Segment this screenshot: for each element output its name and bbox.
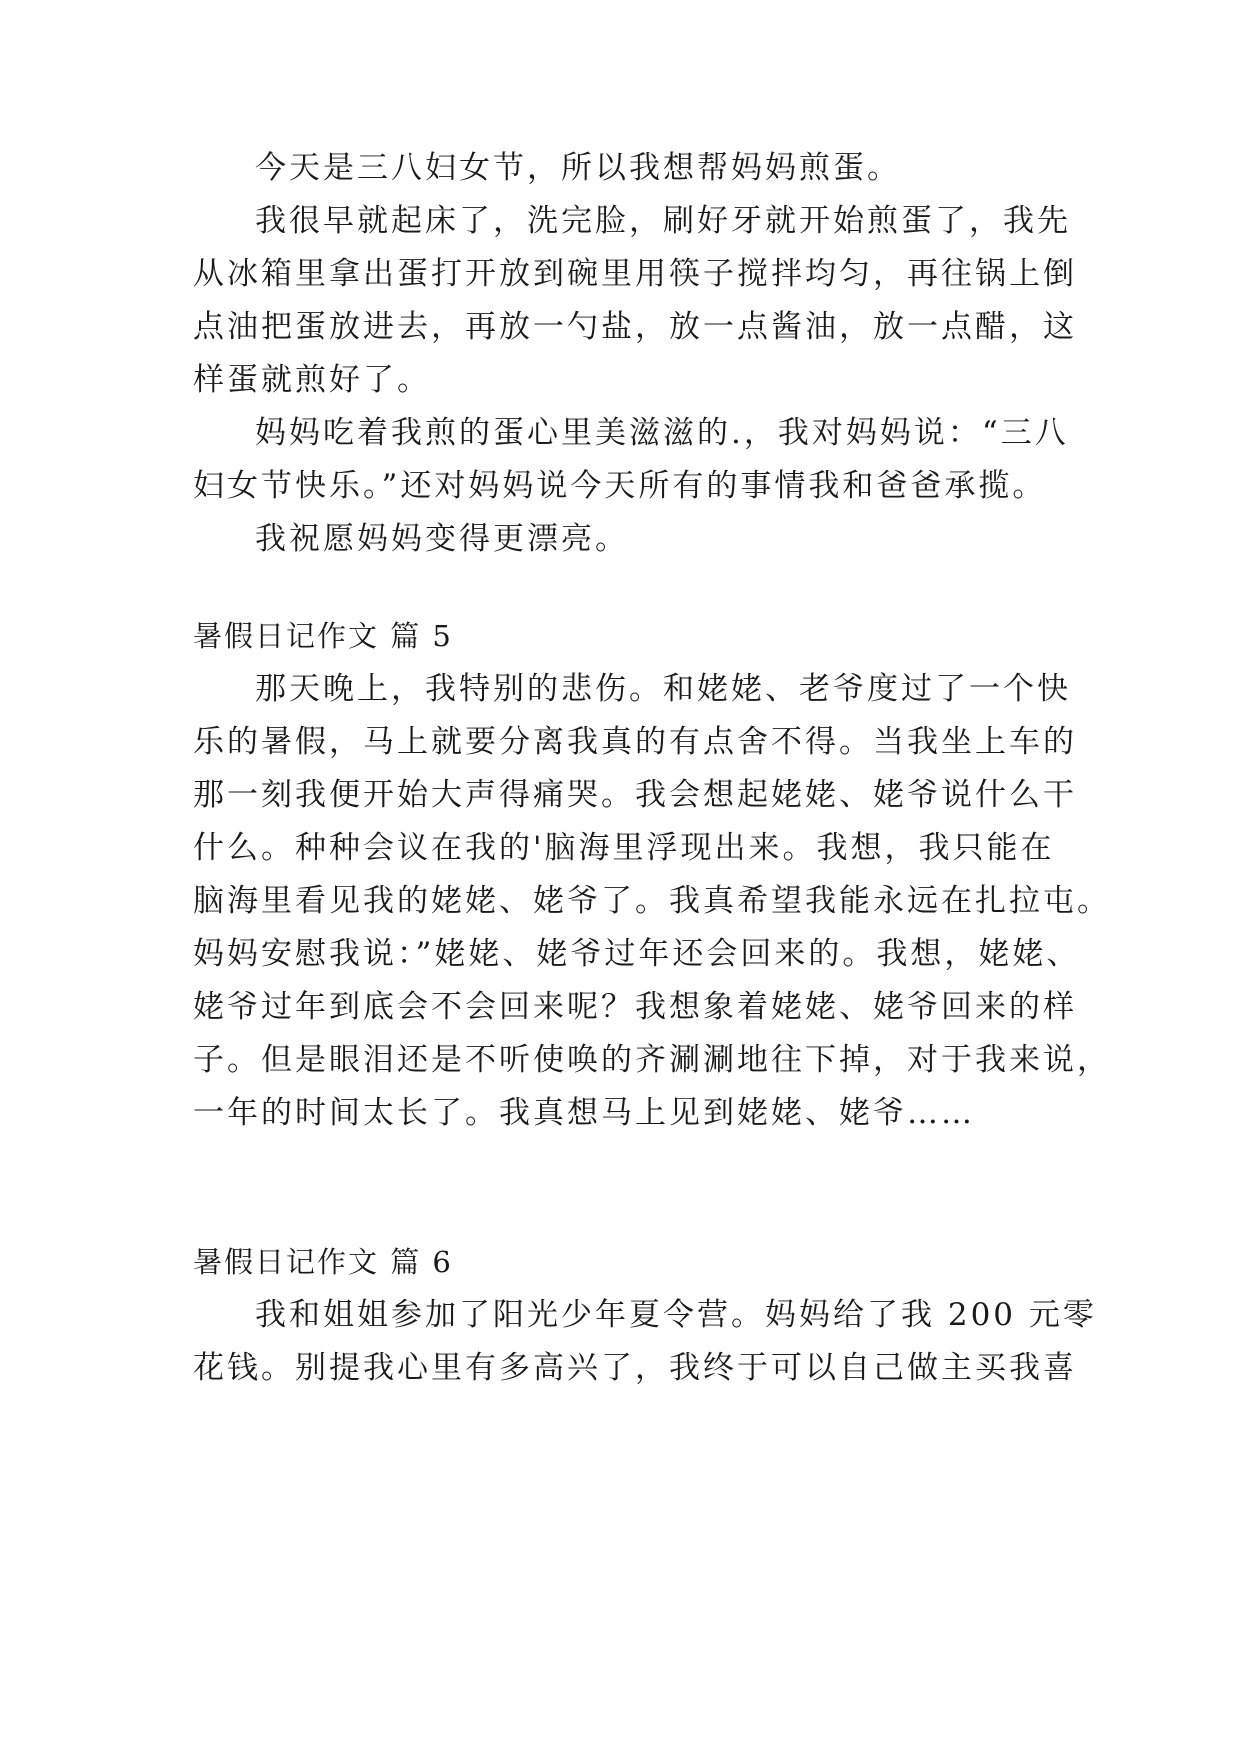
paragraph-line: 子。但是眼泪还是不听使唤的齐涮涮地往下掉，对于我来说， [193,1042,1111,1078]
paragraph-line: 样蛋就煎好了。 [193,362,431,398]
paragraph-line: 从冰箱里拿出蛋打开放到碗里用筷子搅拌均匀，再往锅上倒 [193,256,1077,292]
paragraph-line: 我很早就起床了，洗完脸，刷好牙就开始煎蛋了，我先 [255,203,1071,239]
paragraph-line: 姥爷过年到底会不会回来呢？我想象着姥姥、姥爷回来的样 [193,989,1077,1025]
paragraph-line: 那天晚上，我特别的悲伤。和姥姥、老爷度过了一个快 [255,671,1071,707]
paragraph-line: 脑海里看见我的姥姥、姥爷了。我真希望我能永远在扎拉屯。 [193,883,1111,919]
paragraph-line: 一年的时间太长了。我真想马上见到姥姥、姥爷…… [193,1095,975,1131]
paragraph-line: 妇女节快乐。”还对妈妈说今天所有的事情我和爸爸承揽。 [193,468,1047,504]
paragraph-line: 点油把蛋放进去，再放一勺盐，放一点酱油，放一点醋，这 [193,309,1077,345]
section-heading: 暑假日记作文 篇 6 [193,1245,453,1279]
paragraph-line: 什么。种种会议在我的'脑海里浮现出来。我想，我只能在 [193,830,1055,866]
paragraph-line: 我和姐姐参加了阳光少年夏令营。妈妈给了我 200 元零 [255,1297,1097,1333]
paragraph-line: 今天是三八妇女节，所以我想帮妈妈煎蛋。 [255,150,901,186]
paragraph-line: 我祝愿妈妈变得更漂亮。 [255,521,629,557]
section-heading: 暑假日记作文 篇 5 [193,619,453,653]
paragraph-line: 花钱。别提我心里有多高兴了，我终于可以自己做主买我喜 [193,1350,1077,1386]
paragraph-line: 那一刻我便开始大声得痛哭。我会想起姥姥、姥爷说什么干 [193,777,1077,813]
paragraph-line: 妈妈吃着我煎的蛋心里美滋滋的.，我对妈妈说：“三八 [255,415,1069,451]
paragraph-line: 乐的暑假，马上就要分离我真的有点舍不得。当我坐上车的 [193,724,1077,760]
paragraph-line: 妈妈安慰我说：”姥姥、姥爷过年还会回来的。我想，姥姥、 [193,936,1081,972]
